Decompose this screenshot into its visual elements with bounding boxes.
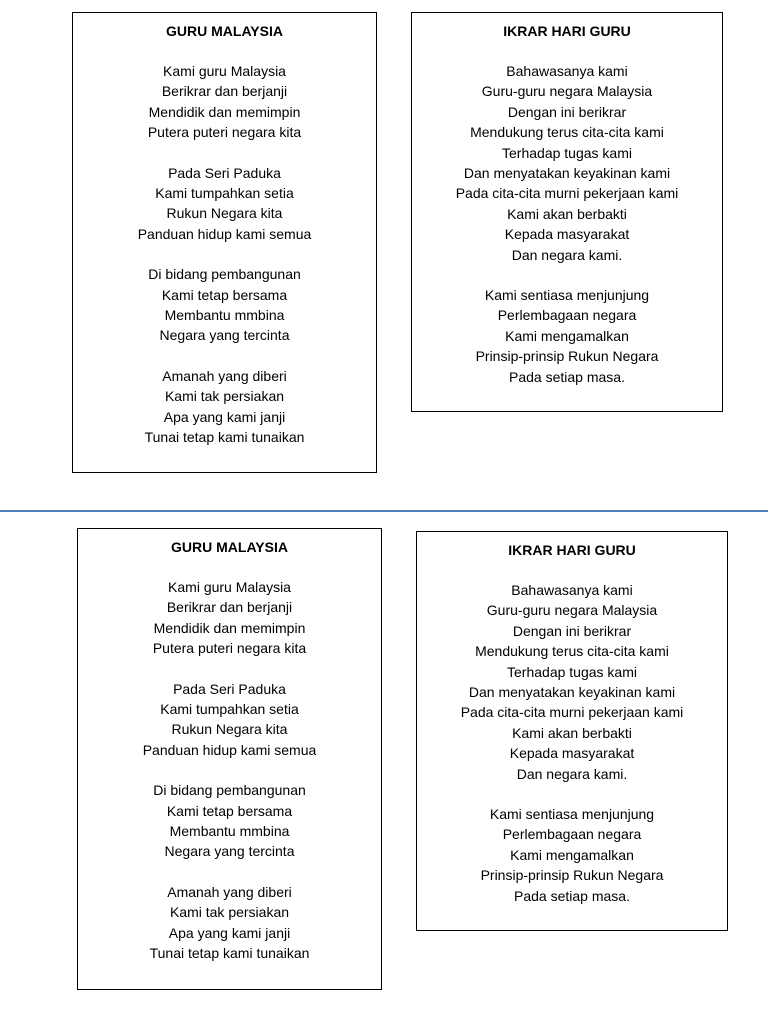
poem-line: Negara yang tercinta [159,327,290,344]
poem-line: Amanah yang diberi [162,367,287,384]
poem-line: Di bidang pembangunan [153,782,306,799]
guru-malaysia-title: GURU MALAYSIA [171,539,288,555]
pledge-line: Pada setiap masa. [509,368,625,385]
pledge-line: Perlembagaan negara [497,307,637,324]
poem-line: Negara yang tercinta [164,843,295,860]
poem-line: Mendidik dan memimpin [148,103,301,120]
pledge-line: Guru-guru negara Malaysia [481,83,653,100]
pledge-line: Dan negara kami. [511,246,623,263]
ikrar-hari-guru-box-bottom [416,531,728,931]
stanza [417,580,727,784]
poem-line: Kami guru Malaysia [168,579,291,595]
poem-line: Berikrar dan berjanji [161,83,288,100]
stanza [412,61,722,265]
stanza [78,780,381,862]
pledge-line: Kepada masyarakat [504,226,630,243]
poem-line: Di bidang pembangunan [148,266,301,283]
poem-line: Pada Seri Paduka [173,680,286,697]
pledge-line: Mendukung terus cita-cita kami [470,124,664,141]
pledge-line: Kami akan berbakti [512,724,632,741]
poem-line: Berikrar dan berjanji [166,599,293,616]
poem-line: Membantu mmbina [164,307,285,324]
pledge-line: Kepada masyarakat [509,745,635,762]
pledge-line: Dengan ini berikrar [512,622,632,639]
poem-line: Putera puteri negara kita [147,124,302,141]
pledge-line: Kami mengamalkan [510,846,634,863]
guru-malaysia-title: GURU MALAYSIA [166,23,283,39]
poem-line: Kami tumpahkan setia [160,701,299,718]
poem-line: Kami tumpahkan setia [155,185,294,202]
poem-line: Apa yang kami janji [168,924,291,941]
poem-line: Rukun Negara kita [166,205,283,222]
stanza [73,61,376,143]
stanza [78,577,381,659]
pledge-line: Dan menyatakan keyakinan kami [463,165,671,182]
stanza [417,804,727,906]
pledge-line: Prinsip-prinsip Rukun Negara [475,348,659,365]
pledge-line: Kami sentiasa menjunjung [484,287,650,304]
poem-line: Tunai tetap kami tunaikan [149,945,310,962]
ikrar-hari-guru-title: IKRAR HARI GURU [503,23,631,39]
poem-line: Kami tetap bersama [166,802,293,819]
pledge-line: Pada setiap masa. [514,887,630,904]
pledge-line: Dan menyatakan keyakinan kami [468,684,676,701]
pledge-line: Prinsip-prinsip Rukun Negara [480,867,664,884]
poem-line: Tunai tetap kami tunaikan [144,429,305,446]
pledge-line: Terhadap tugas kami [507,663,637,680]
stanza [73,366,376,448]
pledge-line: Bahawasanya kami [506,63,628,79]
poem-line: Panduan hidup kami semua [137,225,312,242]
poem-line: Membantu mmbina [169,823,290,840]
poem-line: Apa yang kami janji [163,408,286,425]
pledge-line: Pada cita-cita murni pekerjaan kami [455,185,679,202]
stanza [78,882,381,964]
poem-line: Pada Seri Paduka [168,164,281,181]
pledge-line: Terhadap tugas kami [502,144,632,161]
stanza [73,264,376,346]
poem-line: Rukun Negara kita [171,721,288,738]
pledge-line: Kami sentiasa menjunjung [489,806,655,823]
poem-line: Kami guru Malaysia [163,63,286,79]
pledge-line: Dan negara kami. [516,765,628,782]
pledge-line: Kami akan berbakti [507,205,627,222]
pledge-line: Dengan ini berikrar [507,103,627,120]
poem-line: Kami tak persiakan [164,388,285,405]
poem-line: Amanah yang diberi [167,883,292,900]
poem-line: Mendidik dan memimpin [153,619,306,636]
pledge-line: Bahawasanya kami [511,582,633,598]
pledge-line: Guru-guru negara Malaysia [486,602,658,619]
stanza [73,163,376,245]
poem-line: Kami tak persiakan [169,904,290,921]
pledge-line: Perlembagaan negara [502,826,642,843]
poem-line: Panduan hidup kami semua [142,741,317,758]
guru-malaysia-box-top [72,12,377,473]
guru-malaysia-box-bottom [77,528,382,990]
poem-line: Putera puteri negara kita [152,640,307,657]
pledge-line: Mendukung terus cita-cita kami [475,643,669,660]
stanza [412,285,722,387]
stanza [78,679,381,761]
pledge-line: Pada cita-cita murni pekerjaan kami [460,704,684,721]
ikrar-hari-guru-box-top [411,12,723,412]
ikrar-hari-guru-title: IKRAR HARI GURU [508,542,636,558]
pledge-line: Kami mengamalkan [505,327,629,344]
section-divider [0,510,768,512]
poem-line: Kami tetap bersama [161,286,288,303]
